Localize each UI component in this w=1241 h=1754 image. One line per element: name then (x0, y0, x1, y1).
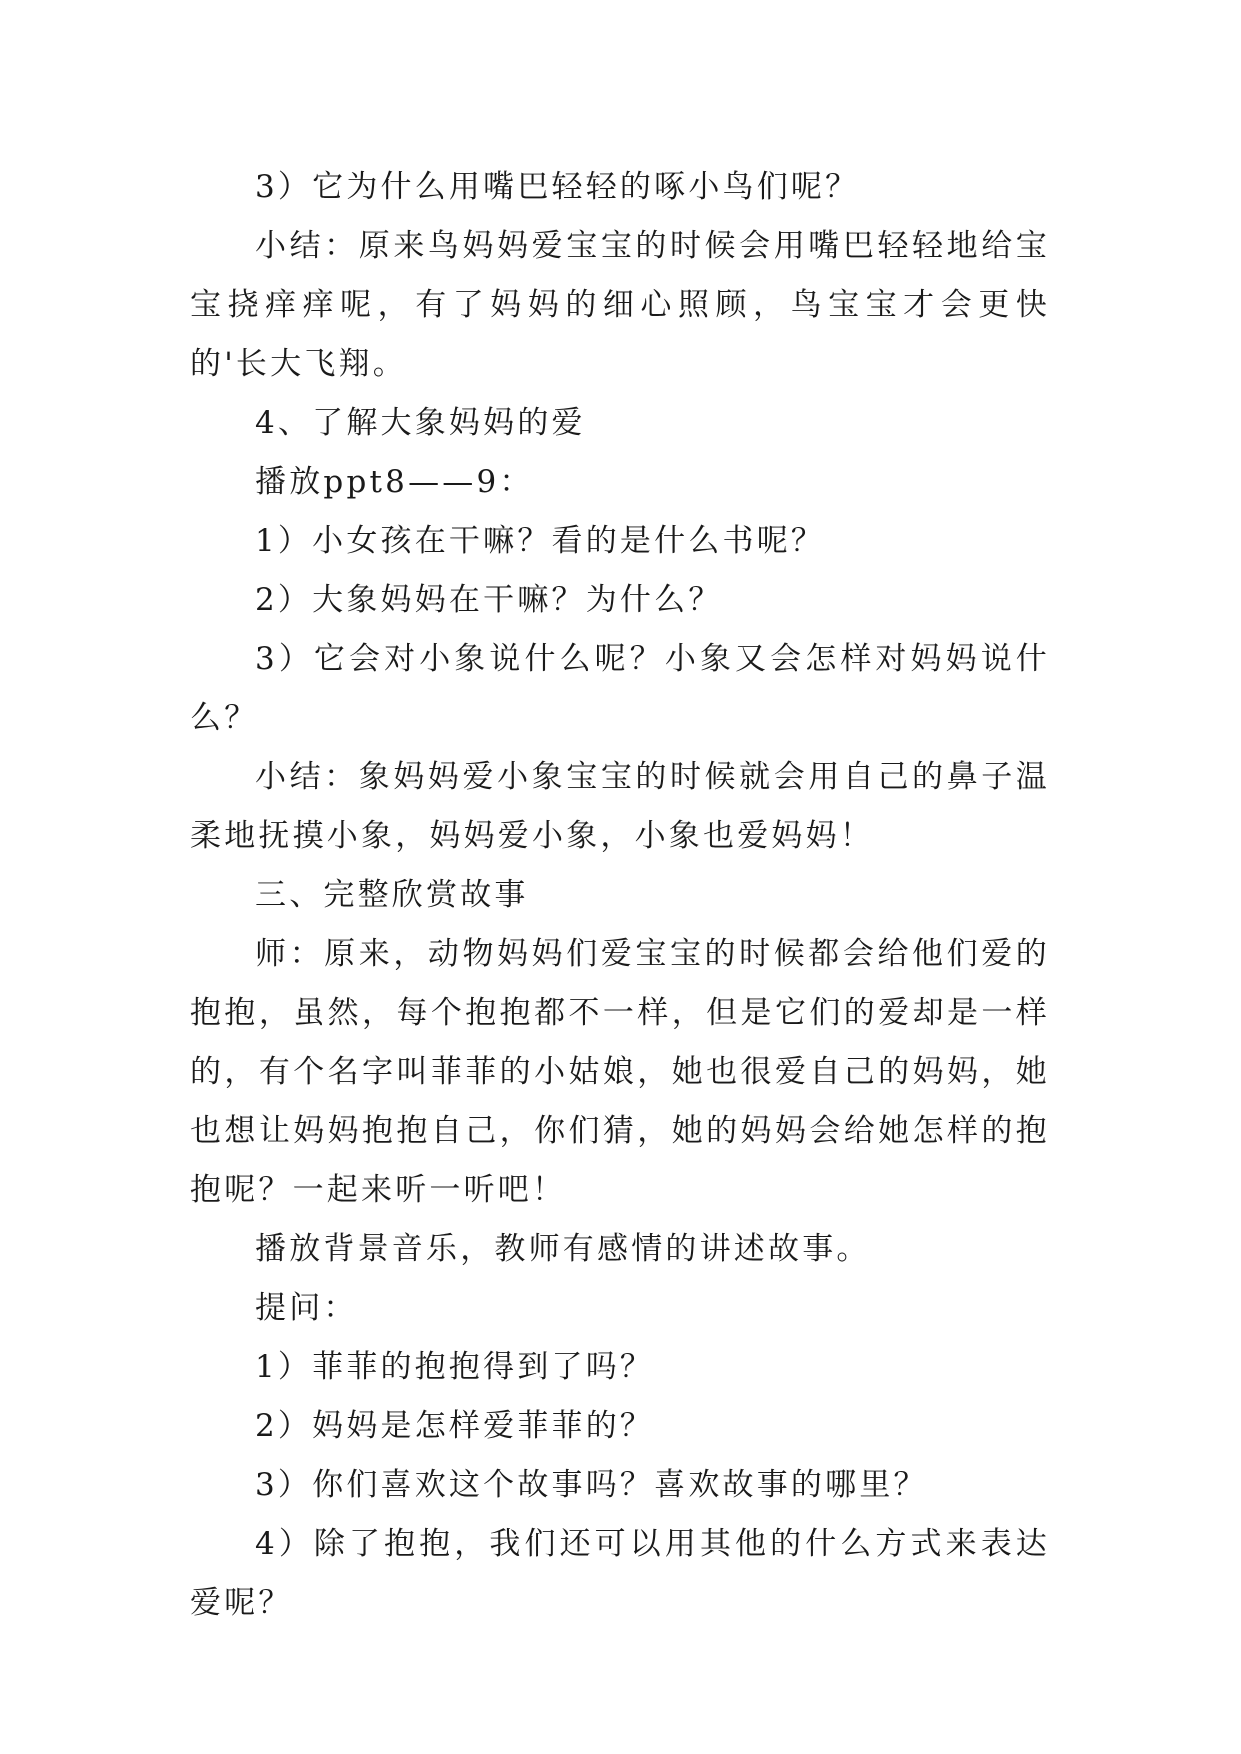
paragraph-summary-bird: 小结：原来鸟妈妈爱宝宝的时候会用嘴巴轻轻地给宝宝挠痒痒呢，有了妈妈的细心照顾，鸟宝宝才会更快的'长大飞翔。 (190, 228, 1050, 382)
paragraph-heading-story: 三、完整欣赏故事 (255, 877, 529, 913)
paragraph-question-bird-peck: 3）它为什么用嘴巴轻轻的啄小鸟们呢？ (255, 169, 860, 205)
paragraph-question-mom-love: 2）妈妈是怎样爱菲菲的？ (255, 1408, 655, 1444)
paragraph-summary-elephant: 小结：象妈妈爱小象宝宝的时候就会用自己的鼻子温柔地抚摸小象，妈妈爱小象，小象也爱妈妈！ (190, 759, 1050, 854)
paragraph-teacher-intro: 师：原来，动物妈妈们爱宝宝的时候都会给他们爱的抱抱，虽然，每个抱抱都不一样，但是它们的爱却是一样的，有个名字叫菲菲的小姑娘，她也很爱自己的妈妈，她也想让妈妈抱抱自己，你们猜，她的妈妈会给她怎样的抱抱呢？一起来听一听吧！ (190, 936, 1050, 1208)
paragraph-question-girl: 1）小女孩在干嘛？看的是什么书呢？ (255, 523, 826, 559)
paragraph-question-like-story: 3）你们喜欢这个故事吗？喜欢故事的哪里？ (255, 1467, 928, 1503)
paragraph-question-express-love: 4）除了抱抱，我们还可以用其他的什么方式来表达爱呢？ (190, 1526, 1050, 1621)
document-body (190, 158, 1050, 1633)
paragraph-questions-label: 提问： (255, 1290, 358, 1326)
paragraph-question-elephant-talk: 3）它会对小象说什么呢？小象又会怎样对妈妈说什么？ (190, 641, 1050, 736)
paragraph-heading-elephant: 4、了解大象妈妈的爱 (255, 405, 586, 441)
paragraph-play-ppt: 播放ppt8——9： (255, 464, 534, 500)
paragraph-question-elephant-mom: 2）大象妈妈在干嘛？为什么？ (255, 582, 723, 618)
paragraph-play-music: 播放背景音乐，教师有感情的讲述故事。 (255, 1231, 871, 1267)
paragraph-question-feifei-hug: 1）菲菲的抱抱得到了吗？ (255, 1349, 655, 1385)
